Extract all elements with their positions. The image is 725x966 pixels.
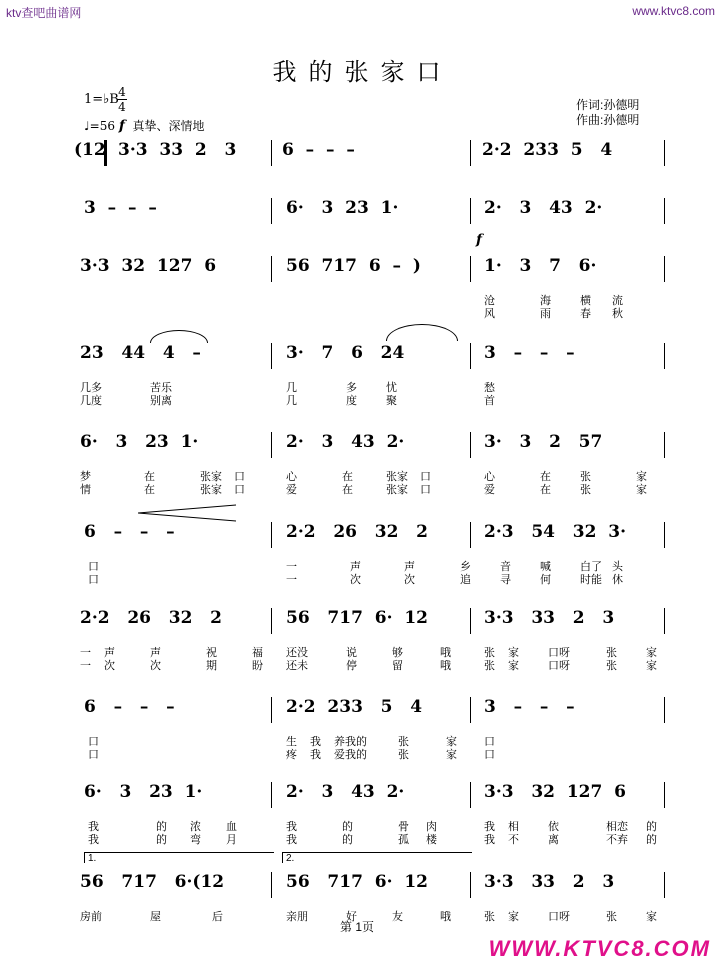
measure-1: 6 – – –	[84, 522, 175, 542]
lyric: 张家	[200, 471, 222, 483]
lyric: 不弃	[606, 834, 628, 846]
lyric: 还未	[286, 660, 308, 672]
lyric: 浓	[190, 821, 201, 833]
barline	[271, 432, 272, 458]
barline	[664, 432, 665, 458]
site-watermark-left: ktv查吧曲谱网	[6, 6, 82, 20]
lyric: 我	[310, 749, 321, 761]
barline	[470, 256, 471, 282]
song-title: 我的张家口	[272, 58, 453, 86]
measure-3: 3 – – –	[484, 697, 575, 717]
barline	[470, 343, 471, 369]
lyric: 弯	[190, 834, 201, 846]
time-signature-top: 4	[118, 85, 126, 99]
lyric: 家	[508, 660, 519, 672]
lyric: 沧	[484, 295, 495, 307]
measure-3: 3 – – –	[484, 343, 575, 363]
score-row-7	[0, 608, 725, 672]
lyric: 流	[612, 295, 623, 307]
lyric: 张家	[200, 484, 222, 496]
lyric: 我	[88, 834, 99, 846]
lyricist-credit: 作词:孙德明	[576, 98, 640, 112]
measure-3: 3· 3 2 57	[484, 432, 603, 452]
time-signature-bottom: 4	[118, 100, 126, 114]
key-signature: 1=♭B	[84, 92, 119, 107]
site-watermark-bottom: WWW.KTVC8.COM	[488, 936, 711, 961]
time-signature	[117, 86, 127, 113]
barline	[664, 256, 665, 282]
measure-2: 2· 3 43 2·	[286, 782, 405, 802]
lyric: 张	[484, 647, 495, 659]
barline	[664, 198, 665, 224]
barline	[271, 522, 272, 548]
measure-1: 6· 3 23 1·	[84, 782, 203, 802]
lyric: 血	[226, 821, 237, 833]
lyric: 离	[548, 834, 559, 846]
volta-2: 2.	[282, 852, 472, 863]
barline	[470, 608, 471, 634]
lyric: 的	[156, 834, 167, 846]
lyric: 我	[88, 821, 99, 833]
lyric: 口呀	[548, 911, 570, 923]
lyric: 在	[342, 484, 353, 496]
lyric: 张	[580, 471, 591, 483]
lyric: 的	[342, 821, 353, 833]
lyric: 在	[342, 471, 353, 483]
lyric: 够	[392, 647, 403, 659]
lyric: 友	[392, 911, 403, 923]
lyric: 口	[234, 471, 245, 483]
lyric: 首	[484, 395, 495, 407]
barline	[271, 782, 272, 808]
lyric: 秋	[612, 308, 623, 320]
volta-1: 1.	[84, 852, 274, 863]
lyric: 相恋	[606, 821, 628, 833]
lyric: 张	[606, 660, 617, 672]
lyric: 疼	[286, 749, 297, 761]
lyric: 张	[580, 484, 591, 496]
measure-2: 2·2 233 5 4	[286, 697, 423, 717]
score-row-1	[0, 140, 725, 200]
measure-3: 3·3 33 2 3	[484, 872, 615, 892]
score-row-8	[0, 697, 725, 761]
score-row-6	[0, 522, 725, 586]
lyric: 骨	[398, 821, 409, 833]
lyric: 声	[350, 561, 361, 573]
lyric: 养我的	[334, 736, 367, 748]
measure-1: 6 – – –	[84, 697, 175, 717]
measure-1: 3·3 32 127 6	[80, 256, 217, 276]
measure-2: 3· 7 6 24	[286, 343, 405, 363]
barline	[271, 256, 272, 282]
measure-2: 56 717 6· 12	[286, 872, 428, 892]
lyric: 口	[484, 749, 495, 761]
lyric: 多	[346, 382, 357, 394]
lyric: 口	[88, 561, 99, 573]
lyric: 海	[540, 295, 551, 307]
lyric: 寻	[500, 574, 511, 586]
measure-3: 2·2 233 5 4	[482, 140, 613, 160]
lyric: 家	[508, 647, 519, 659]
lyric: 一	[80, 647, 91, 659]
slur	[386, 324, 458, 341]
lyric: 家	[646, 911, 657, 923]
lyric: 音	[500, 561, 511, 573]
barline	[470, 697, 471, 723]
lyric: 肉	[426, 821, 437, 833]
lyric: 留	[392, 660, 403, 672]
barline	[664, 608, 665, 634]
barline	[664, 782, 665, 808]
measure-3: 2· 3 43 2·	[484, 198, 603, 218]
slur	[150, 330, 208, 343]
lyric: 房前	[80, 911, 102, 923]
lyric: 的	[156, 821, 167, 833]
lyric: 白了	[580, 561, 602, 573]
lyric: 盼	[252, 660, 263, 672]
lyric: 张家	[386, 484, 408, 496]
measure-2: 56 717 6· 12	[286, 608, 428, 628]
measure-1: 23 44 4 –	[80, 343, 201, 363]
lyric: 风	[484, 308, 495, 320]
lyric: 一	[286, 574, 297, 586]
lyric: 追	[460, 574, 471, 586]
lyric: 口	[88, 749, 99, 761]
score-row-4	[0, 343, 725, 407]
lyric: 在	[540, 471, 551, 483]
tempo-value: ♩=56	[84, 119, 115, 133]
lyric: 口	[234, 484, 245, 496]
measure-2: 6· 3 23 1·	[286, 198, 399, 218]
tempo-marking	[84, 117, 205, 134]
score-row-5	[0, 432, 725, 496]
lyric: 在	[144, 471, 155, 483]
score-row-2	[0, 198, 725, 258]
measure-1: 3·3 33 2 3	[118, 140, 237, 160]
measure-1: 3 – – –	[84, 198, 157, 218]
lyric: 的	[342, 834, 353, 846]
lyric: 声	[104, 647, 115, 659]
lyric: 张	[398, 736, 409, 748]
lyric: 家	[446, 736, 457, 748]
lyric: 后	[212, 911, 223, 923]
lyric: 张家	[386, 471, 408, 483]
measure-2: 2· 3 43 2·	[286, 432, 405, 452]
lyric: 几度	[80, 395, 102, 407]
lyric: 口	[420, 484, 431, 496]
dynamic-marking: f	[476, 232, 483, 248]
measure-3: 1· 3 7 6·	[484, 256, 597, 276]
composer-credit: 作曲:孙德明	[576, 113, 640, 127]
lyric: 相	[508, 821, 519, 833]
lyric: 张	[484, 660, 495, 672]
lyric: 雨	[540, 308, 551, 320]
lyric: 苦乐	[150, 382, 172, 394]
lyric: 一	[80, 660, 91, 672]
lyric: 在	[540, 484, 551, 496]
lyric: 哦	[440, 911, 451, 923]
measure-3: 3·3 32 127 6	[484, 782, 626, 802]
lyric: 次	[350, 574, 361, 586]
measure-2: 6 – – –	[282, 140, 355, 160]
lyric: 福	[252, 647, 263, 659]
lyric: 哦	[440, 660, 451, 672]
barline	[271, 140, 272, 166]
lyric: 次	[104, 660, 115, 672]
lyric: 屋	[150, 911, 161, 923]
lyric: 张	[398, 749, 409, 761]
diminuendo-hairpin	[138, 504, 238, 522]
lyric: 乡	[460, 561, 471, 573]
lyric: 一	[286, 561, 297, 573]
barline	[470, 198, 471, 224]
lyric: 楼	[426, 834, 437, 846]
lyric: 家	[646, 647, 657, 659]
lyric: 说	[346, 647, 357, 659]
lyric: 祝	[206, 647, 217, 659]
lyric: 爱	[484, 484, 495, 496]
score-row-3	[0, 256, 725, 320]
lyric: 张	[606, 911, 617, 923]
measure-1: 6· 3 23 1·	[80, 432, 199, 452]
measure-3: 2·3 54 32 3·	[484, 522, 626, 542]
site-watermark-right: www.ktvc8.com	[632, 4, 715, 18]
lyric: 何	[540, 574, 551, 586]
barline	[271, 697, 272, 723]
lyric: 声	[404, 561, 415, 573]
page-number: 第 1页	[340, 920, 375, 934]
lyric: 家	[636, 471, 647, 483]
lyric: 心	[484, 471, 495, 483]
measure-2: 2·2 26 32 2	[286, 522, 428, 542]
lyric: 在	[144, 484, 155, 496]
barline	[470, 782, 471, 808]
lyric: 好	[346, 911, 357, 923]
barline	[470, 522, 471, 548]
lyric: 情	[80, 484, 91, 496]
lyric: 次	[150, 660, 161, 672]
barline	[271, 608, 272, 634]
measure-2: 56 717 6 – )	[286, 256, 421, 276]
lyric: 哦	[440, 647, 451, 659]
lyric: 张	[606, 647, 617, 659]
lyric: 别离	[150, 395, 172, 407]
lyric: 横	[580, 295, 591, 307]
lyric: 还没	[286, 647, 308, 659]
lyric: 家	[646, 660, 657, 672]
lyric: 家	[446, 749, 457, 761]
lyric: 月	[226, 834, 237, 846]
lyric: 春	[580, 308, 591, 320]
lyric: 我	[484, 834, 495, 846]
lyric: 我	[286, 834, 297, 846]
note-group: (12	[74, 140, 106, 160]
measure-1: 56 717 6·(12	[80, 872, 225, 892]
lyric: 的	[646, 834, 657, 846]
lyric: 几多	[80, 382, 102, 394]
barline	[470, 140, 471, 166]
lyric: 家	[508, 911, 519, 923]
lyric: 不	[508, 834, 519, 846]
lyric: 口	[484, 736, 495, 748]
measure-3: 3·3 33 2 3	[484, 608, 615, 628]
expression-marking: 真挚、深情地	[132, 119, 205, 133]
lyric: 孤	[398, 834, 409, 846]
lyric: 时能	[580, 574, 602, 586]
lyric: 忧	[386, 382, 397, 394]
lyric: 家	[636, 484, 647, 496]
barline	[271, 872, 272, 898]
lyric: 几	[286, 382, 297, 394]
measure-1: 2·2 26 32 2	[80, 608, 222, 628]
repeat-barline	[104, 140, 107, 166]
lyric: 口呀	[548, 660, 570, 672]
barline	[664, 140, 665, 166]
lyric: 张	[484, 911, 495, 923]
lyric: 口	[88, 736, 99, 748]
lyric: 的	[646, 821, 657, 833]
lyric: 喊	[540, 561, 551, 573]
lyric: 头	[612, 561, 623, 573]
barline	[664, 522, 665, 548]
lyric: 口	[420, 471, 431, 483]
lyric: 爱	[286, 484, 297, 496]
lyric: 生	[286, 736, 297, 748]
lyric: 依	[548, 821, 559, 833]
lyric: 声	[150, 647, 161, 659]
lyric: 期	[206, 660, 217, 672]
lyric: 我	[484, 821, 495, 833]
barline	[664, 697, 665, 723]
barline	[470, 432, 471, 458]
lyric: 度	[346, 395, 357, 407]
lyric: 聚	[386, 395, 397, 407]
dynamic-marking: f	[118, 118, 125, 134]
lyric: 次	[404, 574, 415, 586]
lyric: 愁	[484, 382, 495, 394]
lyric: 爱我的	[334, 749, 367, 761]
barline	[271, 343, 272, 369]
barline	[271, 198, 272, 224]
score-row-9	[0, 782, 725, 846]
lyric: 几	[286, 395, 297, 407]
lyric: 口	[88, 574, 99, 586]
barline	[664, 872, 665, 898]
lyric: 心	[286, 471, 297, 483]
barline	[664, 343, 665, 369]
lyric: 停	[346, 660, 357, 672]
barline	[470, 872, 471, 898]
lyric: 梦	[80, 471, 91, 483]
lyric: 亲朋	[286, 911, 308, 923]
lyric: 休	[612, 574, 623, 586]
lyric: 口呀	[548, 647, 570, 659]
lyric: 我	[286, 821, 297, 833]
lyric: 我	[310, 736, 321, 748]
